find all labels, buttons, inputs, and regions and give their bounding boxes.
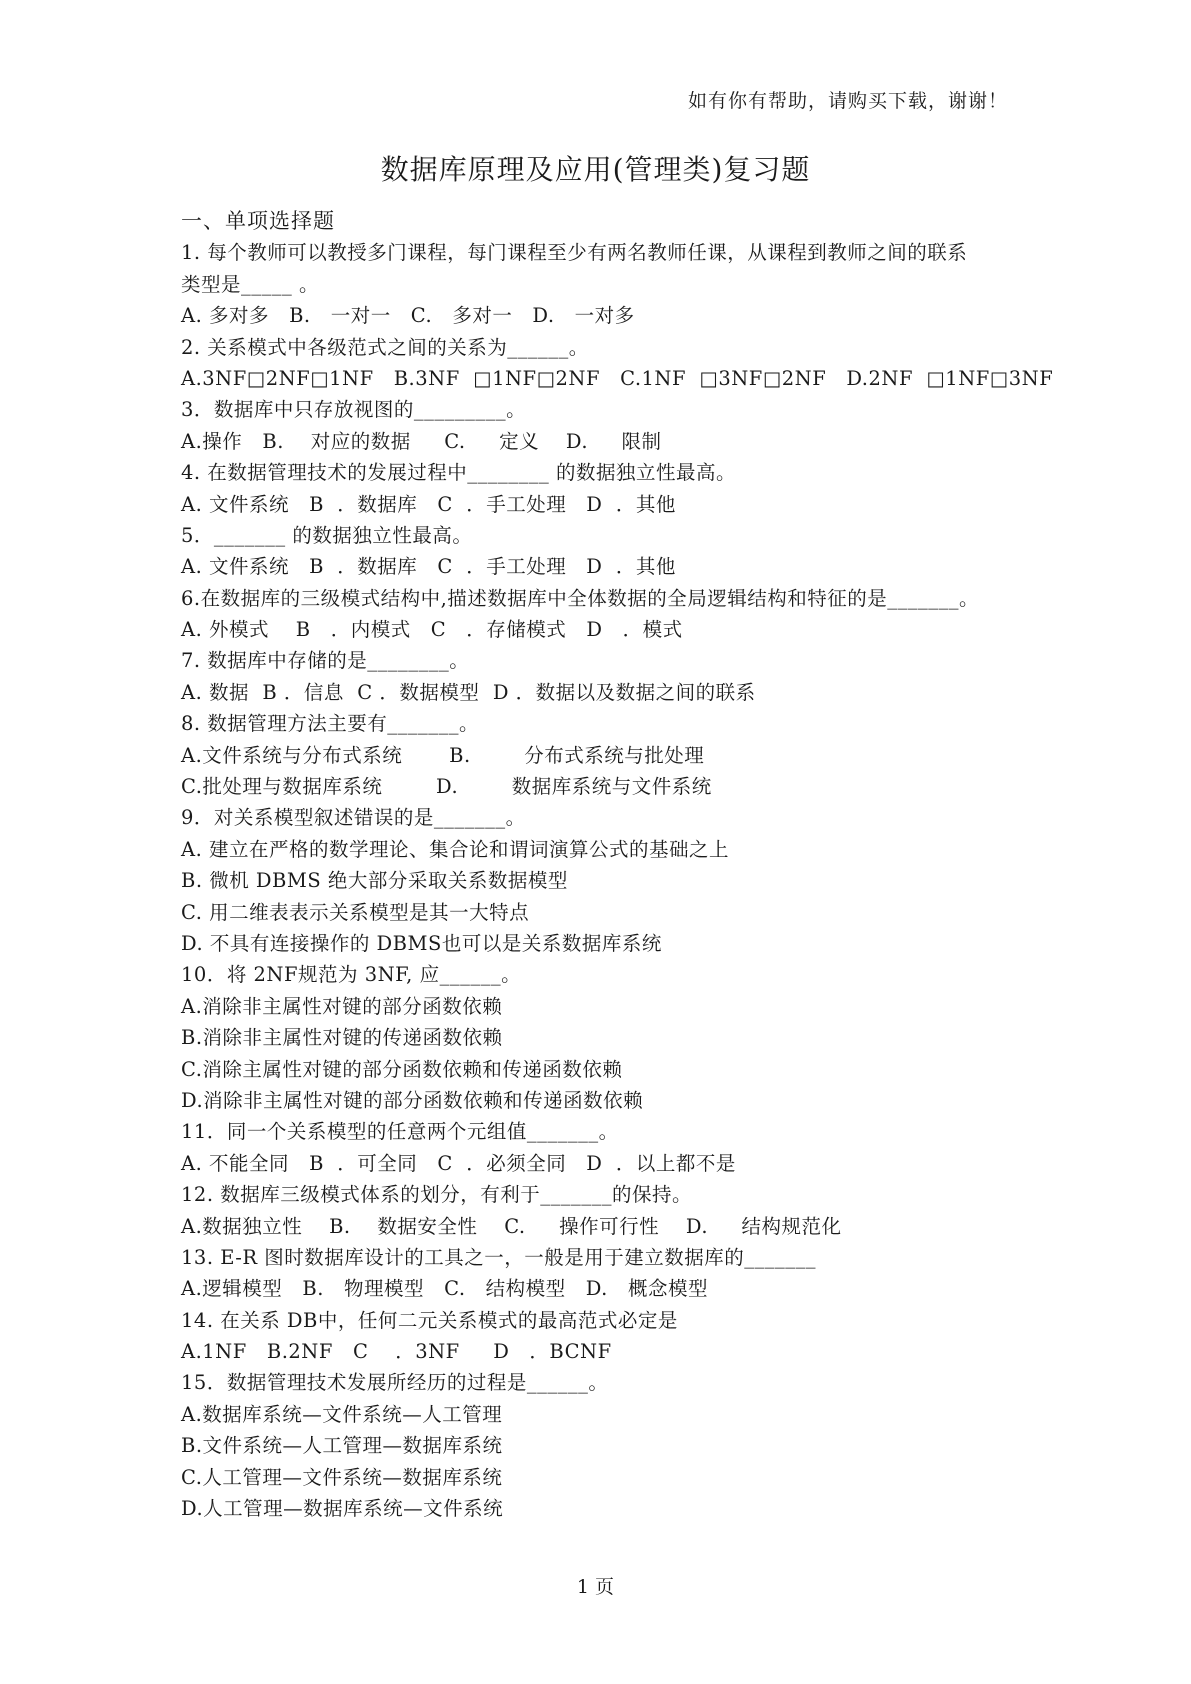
text-line: D.人工管理—数据库系统—文件系统 [181, 1497, 504, 1521]
header-note: 如有你有帮助，请购买下载，谢谢！ [687, 90, 1008, 112]
text-line: 类型是_____ 。 [181, 272, 319, 296]
text-line: C.消除主属性对键的部分函数依赖和传递函数依赖 [181, 1057, 623, 1081]
text-line: 2. 关系模式中各级范式之间的关系为______。 [181, 335, 589, 359]
text-line: B.消除非主属性对键的传递函数依赖 [181, 1026, 503, 1050]
text-line: A. 多对多 B. 一对一 C. 多对一 D. 一对多 [181, 304, 635, 328]
text-line: 1. 每个教师可以教授多门课程，每门课程至少有两名教师任课，从课程到教师之间的联系 [181, 241, 968, 265]
text-line: A. 外模式 B ．内模式 C ．存储模式 D ．模式 [181, 618, 683, 642]
text-line: 10．将 2NF规范为 3NF, 应______。 [181, 963, 522, 987]
text-line: 4. 在数据管理技术的发展过程中________ 的数据独立性最高。 [181, 461, 737, 485]
text-line: A. 数据 B ．信息 C ．数据模型 D ．数据以及数据之间的联系 [181, 680, 756, 704]
page-title: 数据库原理及应用(管理类)复习题 [380, 153, 811, 186]
text-line: A. 文件系统 B ．数据库 C ．手工处理 D ．其他 [181, 492, 676, 516]
text-line: A.数据库系统—文件系统—人工管理 [181, 1402, 503, 1426]
text-line: 6.在数据库的三级模式结构中,描述数据库中全体数据的全局逻辑结构和特征的是_______。 [181, 586, 980, 610]
text-line: A.操作 B. 对应的数据 C. 定义 D. 限制 [181, 429, 662, 453]
text-line: A.1NF B.2NF C ．3NF D ．BCNF [181, 1340, 612, 1364]
text-line: D. 不具有连接操作的 DBMS也可以是关系数据库系统 [181, 931, 662, 955]
section-title: 一、单项选择题 [181, 209, 335, 233]
text-line: 12. 数据库三级模式体系的划分，有利于_______的保持。 [181, 1183, 692, 1207]
text-line: 11．同一个关系模型的任意两个元组值_______。 [181, 1120, 619, 1144]
text-line: A.消除非主属性对键的部分函数依赖 [181, 994, 503, 1018]
text-line: 15．数据管理技术发展所经历的过程是______。 [181, 1371, 609, 1395]
text-line: C.人工管理—文件系统—数据库系统 [181, 1465, 503, 1489]
text-line: C.批处理与数据库系统 D. 数据库系统与文件系统 [181, 775, 712, 799]
text-line: B.文件系统—人工管理—数据库系统 [181, 1434, 503, 1458]
text-line: C. 用二维表表示关系模型是其一大特点 [181, 900, 530, 924]
question-body [181, 206, 1054, 1524]
text-line: A. 不能全同 B ．可全同 C ．必须全同 D ．以上都不是 [181, 1151, 736, 1175]
page-number: 1 页 [576, 1576, 615, 1598]
text-line: A. 文件系统 B ．数据库 C ．手工处理 D ．其他 [181, 555, 676, 579]
text-line: 5．_______ 的数据独立性最高。 [181, 523, 473, 547]
text-line: A.逻辑模型 B. 物理模型 C. 结构模型 D. 概念模型 [181, 1277, 708, 1301]
text-line: 9．对关系模型叙述错误的是_______。 [181, 806, 526, 830]
text-line: A.文件系统与分布式系统 B. 分布式系统与批处理 [181, 743, 705, 767]
text-line: A.3NF□2NF□1NF B.3NF □1NF□2NF C.1NF □3NF□2NF D.2NF □1NF□3NF [181, 366, 1054, 390]
text-line: D.消除非主属性对键的部分函数依赖和传递函数依赖 [181, 1088, 644, 1112]
text-line: A.数据独立性 B. 数据安全性 C. 操作可行性 D. 结构规范化 [181, 1214, 842, 1238]
text-line: 3．数据库中只存放视图的_________。 [181, 398, 527, 422]
text-line: 13. E-R 图时数据库设计的工具之一，一般是用于建立数据库的_______ [181, 1245, 817, 1269]
text-line: B. 微机 DBMS 绝大部分采取关系数据模型 [181, 869, 568, 893]
text-line: 7. 数据库中存储的是________。 [181, 649, 470, 673]
text-line: 14. 在关系 DB中，任何二元关系模式的最高范式必定是 [181, 1308, 678, 1332]
text-line: A. 建立在严格的数学理论、集合论和谓词演算公式的基础之上 [181, 837, 729, 861]
text-line: 8. 数据管理方法主要有_______。 [181, 712, 480, 736]
